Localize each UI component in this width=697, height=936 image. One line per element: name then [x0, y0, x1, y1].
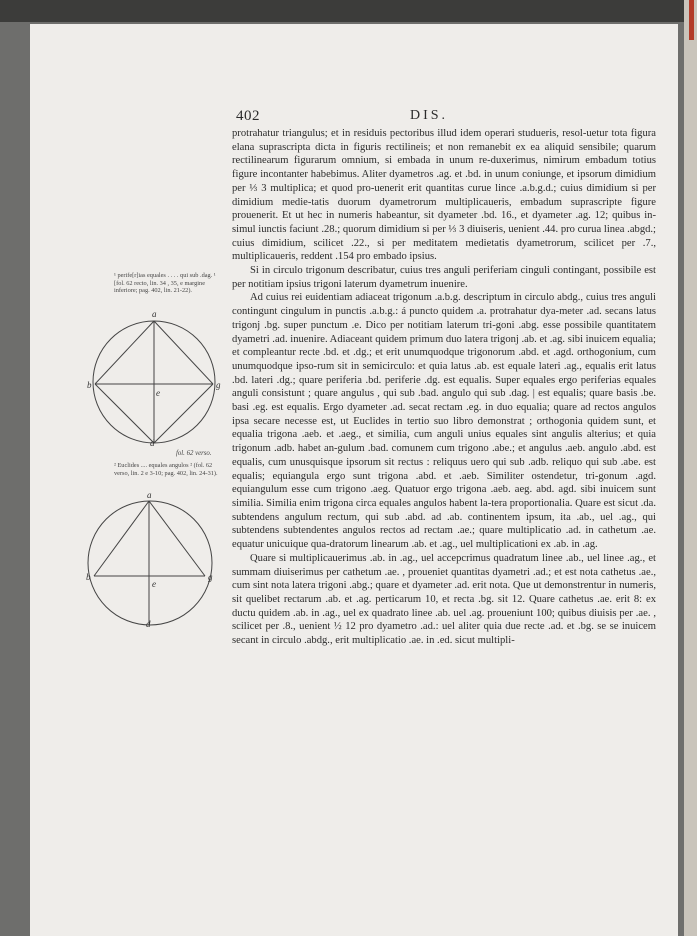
book-spine-edge: [684, 0, 697, 936]
figure2-label-e: e: [152, 579, 156, 589]
page-number: 402: [236, 108, 260, 124]
figure1-label-d: d: [150, 438, 155, 446]
main-text: [232, 127, 656, 648]
paragraph-1: protrahatur triangulus; et in residuis pectoribus illud idem operari studueris, resol-uetur tota figura elana suprascripta dicta in figuris rectilineis; et non remanebit ex ea aliquid sensibile; quarum rectilinearum figurarum omnium, si embada in unum re-duxerimus, nimirum embadum totius figure incontanter habebimus. Aliter dyametros .ag. et .bd. in unum coniunge, et ipsorum dimidium per ⅓ 3 multiplica; et quod pro-uenerit erit quantitas curue lince .a.b.g.d.; cuius dimidium si per dimidium medie-tatis duorum dyametrorum multiplicaueris, embadum suprascripte figure prouenerit. Et ut hec in numeris habeantur, sit dyameter .bd. 16., et dyameter .ag. 12; quibus in-simul iunctis faciunt .28.; quorum dimidium si per ⅓ 3 diuiseris, uenient .44. pro curua linea .abgd.; cuius dimidium, scilicet .22., si per meditatem medietatis dyametrorum, scilicet per .7., multiplicaueris, reddent .154 pro embado ipsius.: [232, 128, 656, 263]
figure1-label-a: a: [152, 309, 157, 319]
paragraph-4: Quare si multiplicauerimus .ab. in .ag., uel accepcrimus quadratum linee .ab., uel linee .ag., et summam diuiserimus per cathetum .ae. , proueniet quantitas dyametri .ad.; et est nota cathetus .ae., cum sint nota latera trigoni .abg.; quare et dyameter .ad. erit nota. Que ut demonstrentur in numeris, sit quelibet rectarum .ab. et .ag. perticarum 10, et recta .bg. sit 12. Quare cathetus .ae. erit 8: ex ductu quidem .ab. in .ag., uel ex quadrato linee .ab. uel .ag. proueniunt 100; quibus diuisis per .ae. , scilicet per .8., uenient ½ 12 pro dyametro .ad.: uel aliter quia due recte .ad. et .bg. se se inuicem secant in circulo .abdg., erit multiplicatio .ae. in .ed. sicut multipli-: [232, 552, 656, 647]
figure2-circle: [88, 501, 212, 625]
figure-triangle-in-circle-1: [86, 306, 226, 446]
figure2-side-ag: [149, 501, 205, 576]
figure1-side-ab: [95, 321, 154, 384]
running-title: DIS.: [410, 108, 449, 123]
figure2-label-b: b: [86, 572, 91, 582]
figure2-label-g: g: [208, 572, 213, 582]
figure1-label-e: e: [156, 388, 160, 398]
figure1-chord-dg: [154, 384, 213, 443]
figure2-label-a: a: [147, 490, 152, 500]
margin-note-1: ¹ perife[r]ias equales . . . . qui sub .dag. ¹ [fol. 62 recto, lin. 34 , 35, e margine inferiore; pag. 402, lin. 21-22).: [114, 272, 216, 295]
paragraph-3: Ad cuius rei euidentiam adiaceat trigonum .a.b.g. descriptum in circulo abdg., cuius tres anguli contingunt cingulum in punctis .a.b.g.: á puncto quidem .a. protrahatur dya-meter .ad. secans latus trigonj .bg. super punctum .e. Dico per notitiam laterum tri-goni .abg. esse possibile quantitatem dyametri .ad. inuenire. Adiaceant quidem primum duo latera trigonj .ab. et .ag. sibi inuicem equalia; et compleantur recte .bd. et .dg.; et erit unumquodque trigonorum .abd. et .agd. orthogonium, cum unumquodque ipso-rum sit in semicirculo: et quia latus .ab. est equale lateri .ag., equalis erit latus .bd. lateri .dg.; quare periferia .bd. periferie .dg. est equalis. Super equales ergo periferias equales anguli consistunt ; quare angulus , qui sub .bad. angulo qui sub .dag. | est equalis; quare basis .be. basi .eg. est equalis. Ergo dyameter .ad. secat rectam .eg. in duo equalia; quare ad rectos angulos ipsa secare necesse est, ut Euclides in tertio suo libro demonstrat ; orthogonia quidem sunt, et equalia trigona .aeb. et .aeg., et similia, cum anguli unius equales sint angulis alterius; et quia trigonum .adb. habet an-gulum .bad. comunem cum trigono .abe.; et angulus .aeb. angulo .abd. est equalis, cum unusquisque ipsorum sit rectus : reliquus uero qui sub .adb. reliquo qui sub .abe. est equalis; equiangula ergo sunt trigona .abd. et .aeb. Similiter ostendetur, tri-gonum .agd. equiangulum esse cum trigono .aeg. Quatuor ergo trigona .aeb. aeg. abd. agd. sibi inuicem sunt similia. Similia enim trigona circa equales angulos habent la-tera proportionalia. Quare est sicut .da. subtendens angulum rectum, qui sub .abd. ad .ab. continentem ipsum, ita .ab., uel .ag., qui subtendens subtendentes angulos rectos ad rectam .ae.; quare multiplicatio .ad. in cathetum .ae. equatur unicuique qua-dratorum linearum .ab. et .ag., uel multiplicationi ex .ab. in .ag.: [232, 292, 656, 551]
figure1-chord-bd: [95, 384, 154, 443]
figure-caption: fol. 62 verso.: [176, 450, 212, 457]
figure1-label-b: b: [87, 380, 92, 390]
scan-border-top: [0, 0, 697, 22]
figure1-side-ag: [154, 321, 213, 384]
margin-note-2: ² Euclides .... equales angulos ² (fol. 62 verso, lin. 2 e 3-10; pag. 402, lin. 24-31).: [114, 462, 218, 477]
spine-ribbon: [689, 0, 694, 40]
paragraph-2-proposition: Si in circulo trigonum describatur, cuius tres anguli periferiam cinguli contingant, possibile est per notitiam ipsius trigoni laterum dyametrum inuenire.: [232, 265, 656, 290]
figure2-side-ab: [94, 501, 149, 576]
figure1-label-g: g: [216, 380, 221, 390]
figure-triangle-in-circle-2: [86, 487, 226, 627]
figure2-label-d: d: [146, 619, 151, 627]
